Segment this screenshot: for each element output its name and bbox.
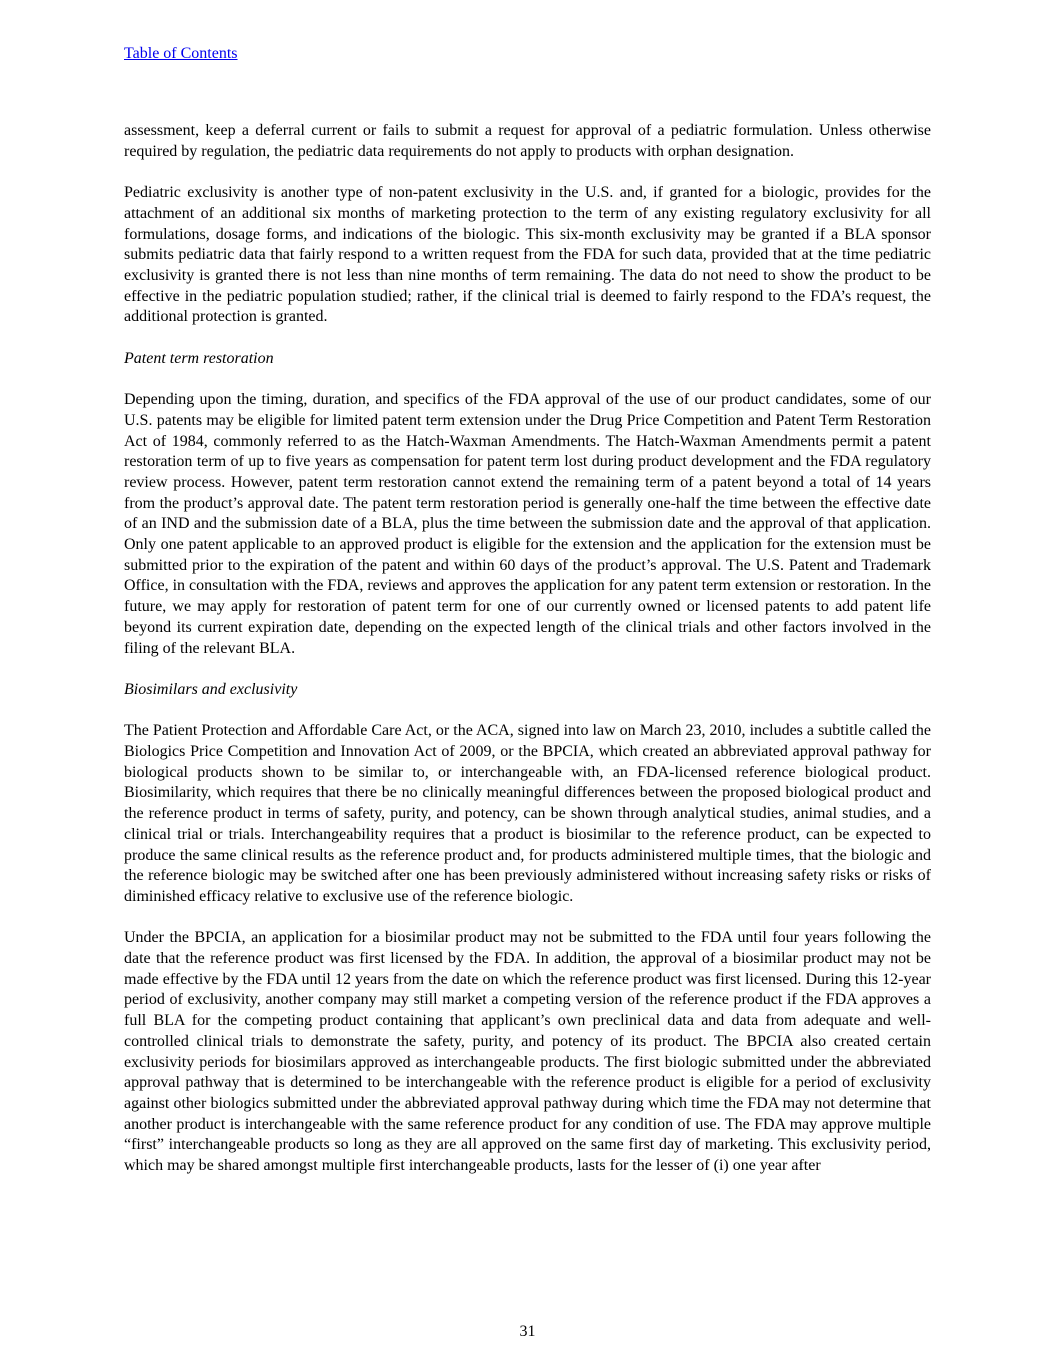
paragraph-pediatric-assessment: assessment, keep a deferral current or fails to submit a request for approval of a pediatric formulation. Unless otherwise required by regulation, the pediatric data requirements do not apply to products with orphan designation. xyxy=(124,122,931,160)
paragraph-patent-term-restoration: Depending upon the timing, duration, and specifics of the FDA approval of the use of our product candidates, some of our U.S. patents may be eligible for limited patent term extension under the Drug Price Competition and Patent Term Restoration Act of 1984, commonly referred to as the Hatch-Waxman Amendments. The Hatch-Waxman Amendments permit a patent restoration term of up to five years as compensation for patent term lost during product development and the FDA regulatory review process. However, patent term restoration cannot extend the remaining term of a patent beyond a total of 14 years from the product’s approval date. The patent term restoration period is generally one-half the time between the effective date of an IND and the submission date of a BLA, plus the time between the submission date and the approval of that application. Only one patent applicable to an approved product is eligible for the extension and the application for the extension must be submitted prior to the expiration of the patent and within 60 days of the product’s approval. The U.S. Patent and Trademark Office, in consultation with the FDA, reviews and approves the application for any patent term extension or restoration. In the future, we may apply for restoration of patent term for one of our currently owned or licensed patents to add patent life beyond its current expiration date, depending on the expected length of the clinical trials and other factors involved in the filing of the relevant BLA. xyxy=(124,391,931,657)
paragraph-aca-bpcia: The Patient Protection and Affordable Care Act, or the ACA, signed into law on March 23, 2010, includes a subtitle called the Biologics Price Competition and Innovation Act of 2009, or the BPCIA, which created an abbreviated approval pathway for biological products shown to be similar to, or interchangeable with, an FDA-licensed reference biological product. Biosimilarity, which requires that there be no clinically meaningful differences between the proposed biological product and the reference product in terms of safety, purity, and potency, can be shown through analytical studies, animal studies, and a clinical trial or trials. Interchangeability requires that a product is biosimilar to the reference product, can be expected to produce the same clinical results as the reference product and, for products administered multiple times, that the biologic and the reference biologic may be switched after one has been previously administered without increasing safety risks or risks of diminished efficacy relative to exclusive use of the reference biologic. xyxy=(124,722,931,905)
paragraph-bpcia-exclusivity: Under the BPCIA, an application for a biosimilar product may not be submitted to the FDA until four years following the date that the reference product was first licensed by the FDA. In addition, the approval of a biosimilar product may not be made effective by the FDA until 12 years from the date on which the reference product was first licensed. During this 12-year period of exclusivity, another company may still market a competing version of the reference product if the FDA approves a full BLA for the competing product containing that applicant’s own preclinical data and data from adequate and well-controlled clinical trials to demonstrate the safety, purity, and potency of its product. The BPCIA also created certain exclusivity periods for biosimilars approved as interchangeable products. The first biologic submitted under the abbreviated approval pathway that is determined to be interchangeable with the reference product is eligible for a period of exclusivity against other biologics submitted under the abbreviated approval pathway during which time the FDA may not determine that another product is interchangeable with the same reference product for any condition of use. The FDA may approve multiple “first” interchangeable products so long as they are all approved on the same first day of marketing. This exclusivity period, which may be shared amongst multiple first interchangeable products, lasts for the lesser of (i) one year after xyxy=(124,929,931,1175)
document-body xyxy=(124,121,931,1197)
section-heading-biosimilars: Biosimilars and exclusivity xyxy=(124,680,298,698)
table-of-contents-link[interactable]: Table of Contents xyxy=(124,45,238,62)
section-heading-patent-term-restoration: Patent term restoration xyxy=(124,349,274,367)
page-number: 31 xyxy=(519,1323,536,1340)
paragraph-pediatric-exclusivity: Pediatric exclusivity is another type of non-patent exclusivity in the U.S. and, if granted for a biologic, provides for the attachment of an additional six months of marketing protection to the term of any existing regulatory exclusivity for all formulations, dosage forms, and indications of the biologic. This six-month exclusivity may be granted if a BLA sponsor submits pediatric data that fairly respond to a written request from the FDA for such data, provided that at the time pediatric exclusivity is granted there is not less than nine months of term remaining. The data do not need to show the product to be effective in the pediatric population studied; rather, if the clinical trial is deemed to fairly respond to the FDA’s request, the additional protection is granted. xyxy=(124,184,931,326)
